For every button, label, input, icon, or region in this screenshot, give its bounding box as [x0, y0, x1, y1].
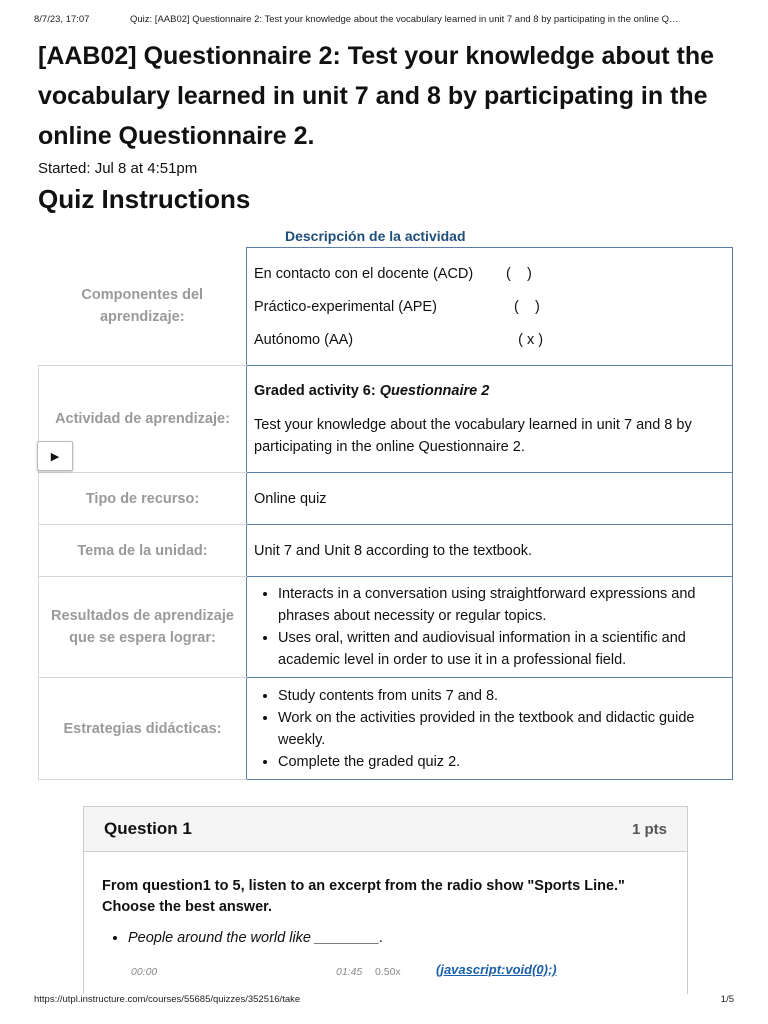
graded-activity-name: Questionnaire 2	[379, 383, 490, 399]
row-componentes	[39, 248, 733, 366]
label-actividad: Actividad de aprendizaje:	[39, 366, 247, 473]
label-resultados: Resultados de aprendizaje que se espera lograr:	[39, 577, 247, 678]
audio-link[interactable]: (javascript:void(0);)	[436, 962, 557, 977]
quiz-title: [AAB02] Questionnaire 2: Test your knowledge about the vocabulary learned in unit 7 and 8 by participating in the online Questionnaire 2.	[38, 42, 715, 150]
value-tema: Unit 7 and Unit 8 according to the textbook.	[247, 525, 733, 577]
component-aa	[254, 323, 724, 356]
value-actividad	[247, 366, 733, 473]
list-item: • Interacts in a conversation using straightforward expressions and phrases about necessity or regular topics.	[278, 583, 724, 627]
label-tipo: Tipo de recurso:	[39, 473, 247, 525]
started-time: Started: Jul 8 at 4:51pm	[38, 160, 198, 177]
list-item: • Complete the graded quiz 2.	[278, 751, 724, 773]
question-title: Question 1	[104, 819, 192, 838]
question-header	[84, 807, 687, 852]
component-mark: ( )	[506, 265, 532, 282]
quiz-instructions-heading: Quiz Instructions	[38, 184, 251, 214]
print-title: Quiz: [AAB02] Questionnaire 2: Test your knowledge about the vocabulary learned in unit 7 and 8 by participating in the online Q…	[130, 14, 679, 25]
audio-current-time: 00:00	[131, 966, 158, 978]
component-label: Práctico-experimental (APE)	[254, 298, 437, 315]
component-mark: ( x )	[506, 331, 544, 348]
label-estrategias: Estrategias didácticas:	[39, 678, 247, 780]
label-tema: Tema de la unidad:	[39, 525, 247, 577]
list-item: • Work on the activities provided in the textbook and didactic guide weekly.	[278, 707, 724, 751]
print-url: https://utpl.instructure.com/courses/55685/quizzes/352516/take	[34, 994, 301, 1005]
component-mark: ( )	[506, 298, 540, 315]
question-card	[83, 806, 688, 994]
activity-description-table	[38, 247, 733, 780]
question-points: 1 pts	[631, 820, 667, 838]
activity-description-caption: Descripción de la actividad	[285, 228, 466, 244]
print-date: 8/7/23, 17:07	[34, 14, 90, 25]
list-item: • Uses oral, written and audiovisual information in a scientific and academic level in order to use it in a professional field.	[278, 627, 724, 671]
play-icon: ▶	[50, 450, 60, 463]
row-actividad	[39, 366, 733, 473]
list-item: • Study contents from units 7 and 8.	[278, 685, 724, 707]
row-tipo	[39, 473, 733, 525]
component-ape	[254, 290, 724, 323]
audio-speed[interactable]: 0.50x	[375, 966, 401, 978]
print-page-number: 1/5	[720, 994, 734, 1005]
row-estrategias	[39, 678, 733, 780]
row-tema	[39, 525, 733, 577]
audio-player	[102, 962, 669, 982]
graded-activity-title	[254, 380, 724, 402]
question-body	[84, 852, 687, 982]
play-button[interactable]	[37, 441, 73, 471]
list-item: • People around the world like ________.	[128, 930, 669, 946]
print-footer	[34, 994, 734, 1005]
audio-duration: 01:45	[336, 966, 363, 978]
label-componentes: Componentes del aprendizaje:	[39, 248, 247, 366]
row-resultados	[39, 577, 733, 678]
print-header	[34, 14, 734, 25]
value-componentes	[247, 248, 733, 366]
estrategias-list	[254, 685, 724, 773]
component-acd	[254, 257, 724, 290]
resultados-list	[254, 583, 724, 671]
value-tipo: Online quiz	[247, 473, 733, 525]
value-estrategias	[247, 678, 733, 780]
component-label: En contacto con el docente (ACD)	[254, 265, 474, 282]
question-prompt: From question1 to 5, listen to an excerpt from the radio show "Sports Line." Choose the best answer.	[102, 878, 625, 915]
graded-activity-prefix: Graded activity 6:	[254, 383, 380, 399]
component-label: Autónomo (AA)	[254, 331, 354, 348]
value-resultados	[247, 577, 733, 678]
graded-activity-text: Test your knowledge about the vocabulary learned in unit 7 and 8 by participating in the online Questionnaire 2.	[254, 417, 692, 455]
question-items	[102, 930, 669, 946]
